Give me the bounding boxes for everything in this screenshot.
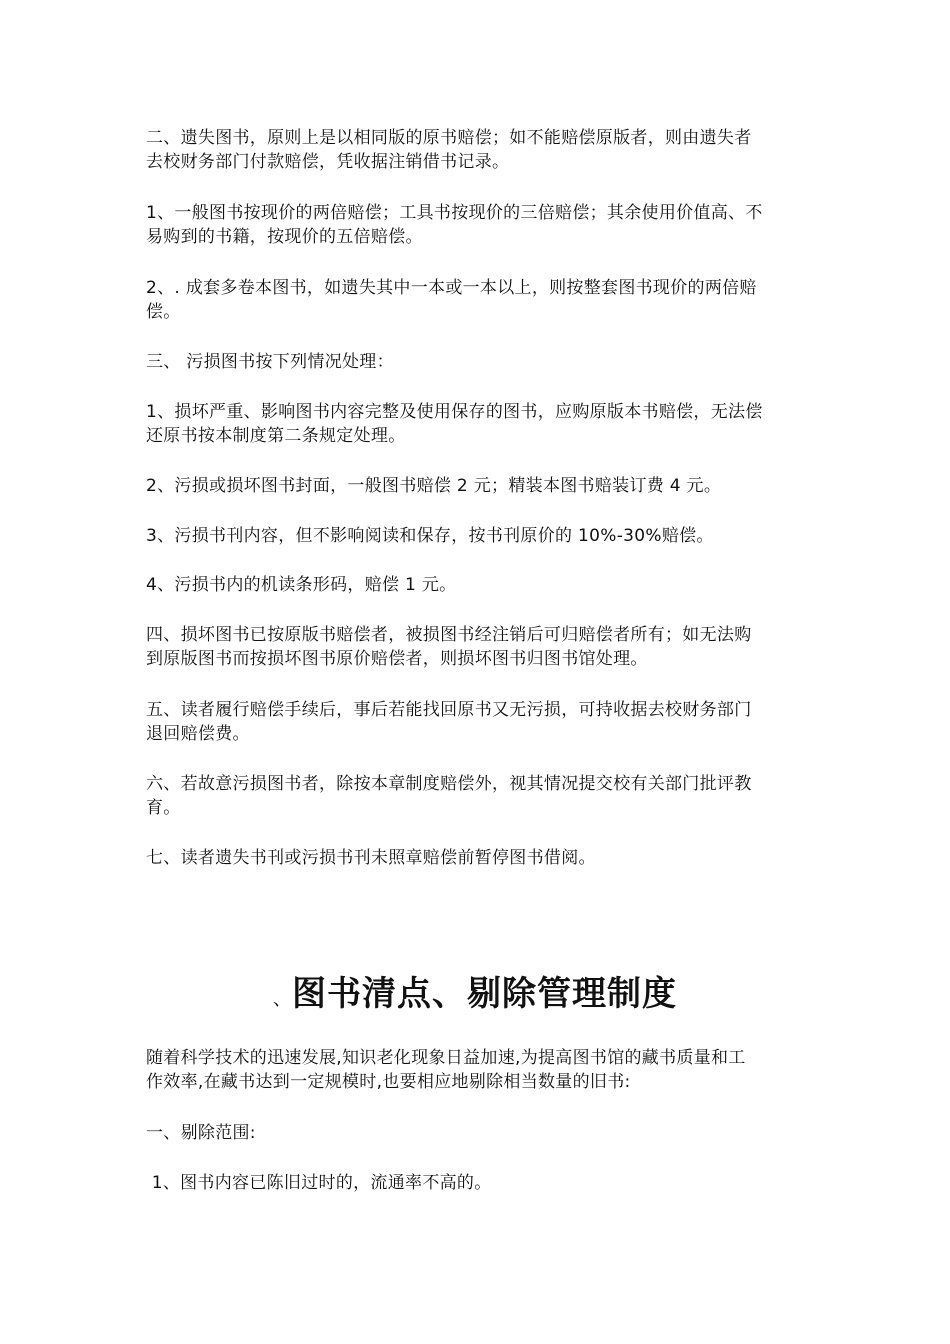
scope-heading: 一、剔除范围: xyxy=(146,1123,256,1143)
sub-item-1-line-2: 还原书按本制度第二条规定处理。 xyxy=(146,426,406,446)
paragraph-2-line-1: 二、遗失图书，原则上是以相同版的原书赔偿；如不能赔偿原版者，则由遗失者 xyxy=(146,128,752,148)
item-1-line-2: 易购到的书籍，按现价的五倍赔偿。 xyxy=(146,227,423,247)
section-title xyxy=(0,972,950,1022)
section-title-text: 图书清点、剔除管理制度 xyxy=(292,974,677,1014)
sub-item-2: 2、污损或损坏图书封面，一般图书赔偿 2 元；精装本图书赔装订费 4 元。 xyxy=(146,476,722,496)
intro-line-2: 作效率,在藏书达到一定规模时,也要相应地剔除相当数量的旧书: xyxy=(146,1072,631,1092)
paragraph-7: 七、读者遗失书刊或污损书刊未照章赔偿前暂停图书借阅。 xyxy=(146,848,596,868)
section-title-mark: 、 xyxy=(273,989,292,1010)
paragraph-3: 三、 污损图书按下列情况处理： xyxy=(146,352,394,372)
item-2-line-2: 偿。 xyxy=(146,302,181,322)
sub-item-1-line-1: 1、损坏严重、影响图书内容完整及使用保存的图书，应购原版本书赔偿，无法偿 xyxy=(146,402,763,422)
paragraph-6-line-1: 六、若故意污损图书者，除按本章制度赔偿外，视其情况提交校有关部门批评教 xyxy=(146,774,752,794)
paragraph-6-line-2: 育。 xyxy=(146,798,181,818)
scope-item-1: 1、图书内容已陈旧过时的，流通率不高的。 xyxy=(146,1173,492,1193)
paragraph-5-line-1: 五、读者履行赔偿手续后，事后若能找回原书又无污损，可持收据去校财务部门 xyxy=(146,700,752,720)
paragraph-2-line-2: 去校财务部门付款赔偿，凭收据注销借书记录。 xyxy=(146,152,510,172)
sub-item-3: 3、污损书刊内容，但不影响阅读和保存，按书刊原价的 10%-30%赔偿。 xyxy=(146,526,714,546)
item-1-line-1: 1、一般图书按现价的两倍赔偿；工具书按现价的三倍赔偿；其余使用价值高、不 xyxy=(146,203,763,223)
intro-line-1: 随着科学技术的迅速发展,知识老化现象日益加速,为提高图书馆的藏书质量和工 xyxy=(146,1048,746,1068)
paragraph-5-line-2: 退回赔偿费。 xyxy=(146,724,250,744)
item-2-line-1: 2、. 成套多卷本图书，如遗失其中一本或一本以上，则按整套图书现价的两倍赔 xyxy=(146,278,757,298)
sub-item-4: 4、污损书内的机读条形码，赔偿 1 元。 xyxy=(146,575,457,595)
paragraph-4-line-1: 四、损坏图书已按原版书赔偿者，被损图书经注销后可归赔偿者所有；如无法购 xyxy=(146,625,752,645)
paragraph-4-line-2: 到原版图书而按损坏图书原价赔偿者，则损坏图书归图书馆处理。 xyxy=(146,649,648,669)
